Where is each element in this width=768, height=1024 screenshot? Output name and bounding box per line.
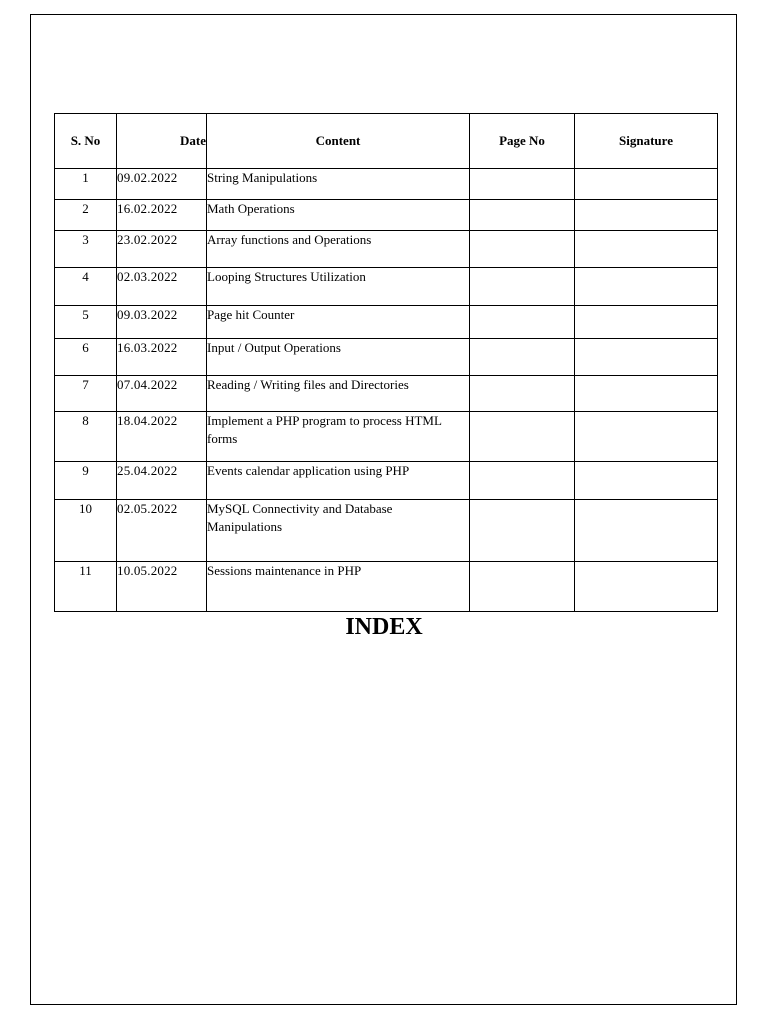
cell-signature xyxy=(575,562,718,612)
cell-date: 09.02.2022 xyxy=(117,169,207,200)
cell-sno: 6 xyxy=(55,339,117,376)
cell-date: 18.04.2022 xyxy=(117,412,207,462)
cell-content: Page hit Counter xyxy=(207,306,470,339)
cell-signature xyxy=(575,306,718,339)
cell-page-no xyxy=(470,562,575,612)
cell-sno: 3 xyxy=(55,231,117,268)
cell-page-no xyxy=(470,306,575,339)
cell-content: Reading / Writing files and Directories xyxy=(207,376,470,412)
header-signature: Signature xyxy=(575,114,718,169)
cell-signature xyxy=(575,462,718,500)
cell-content: Array functions and Operations xyxy=(207,231,470,268)
table-row xyxy=(55,500,718,562)
table-row xyxy=(55,412,718,462)
cell-signature xyxy=(575,169,718,200)
index-heading: INDEX xyxy=(345,614,423,640)
cell-sno: 7 xyxy=(55,376,117,412)
table-row xyxy=(55,376,718,412)
cell-date: 25.04.2022 xyxy=(117,462,207,500)
table-row xyxy=(55,339,718,376)
cell-content: Input / Output Operations xyxy=(207,339,470,376)
cell-signature xyxy=(575,339,718,376)
table-row xyxy=(55,462,718,500)
header-page-no: Page No xyxy=(470,114,575,169)
cell-sno: 10 xyxy=(55,500,117,562)
cell-page-no xyxy=(470,462,575,500)
cell-sno: 2 xyxy=(55,200,117,231)
cell-content: Sessions maintenance in PHP xyxy=(207,562,470,612)
cell-content: Implement a PHP program to process HTML forms xyxy=(207,412,470,462)
cell-date: 16.02.2022 xyxy=(117,200,207,231)
cell-page-no xyxy=(470,412,575,462)
cell-sno: 9 xyxy=(55,462,117,500)
cell-date: 07.04.2022 xyxy=(117,376,207,412)
cell-page-no xyxy=(470,231,575,268)
cell-date: 02.03.2022 xyxy=(117,268,207,306)
cell-sno: 8 xyxy=(55,412,117,462)
cell-date: 16.03.2022 xyxy=(117,339,207,376)
header-date: Date xyxy=(117,114,207,169)
cell-page-no xyxy=(470,169,575,200)
cell-signature xyxy=(575,231,718,268)
cell-page-no xyxy=(470,339,575,376)
cell-signature xyxy=(575,412,718,462)
cell-content: MySQL Connectivity and Database Manipulations xyxy=(207,500,470,562)
cell-date: 10.05.2022 xyxy=(117,562,207,612)
cell-signature xyxy=(575,376,718,412)
cell-signature xyxy=(575,500,718,562)
cell-content: String Manipulations xyxy=(207,169,470,200)
index-table xyxy=(54,113,718,612)
table-row xyxy=(55,200,718,231)
cell-content: Looping Structures Utilization xyxy=(207,268,470,306)
header-content: Content xyxy=(207,114,470,169)
table-row xyxy=(55,268,718,306)
cell-page-no xyxy=(470,200,575,231)
cell-signature xyxy=(575,268,718,306)
cell-page-no xyxy=(470,376,575,412)
cell-sno: 11 xyxy=(55,562,117,612)
cell-sno: 1 xyxy=(55,169,117,200)
cell-date: 09.03.2022 xyxy=(117,306,207,339)
table-row xyxy=(55,562,718,612)
cell-page-no xyxy=(470,268,575,306)
header-sno: S. No xyxy=(55,114,117,169)
cell-signature xyxy=(575,200,718,231)
cell-date: 02.05.2022 xyxy=(117,500,207,562)
table-row xyxy=(55,231,718,268)
table-header-row xyxy=(55,114,718,169)
cell-page-no xyxy=(470,500,575,562)
cell-sno: 5 xyxy=(55,306,117,339)
cell-date: 23.02.2022 xyxy=(117,231,207,268)
cell-content: Math Operations xyxy=(207,200,470,231)
cell-content: Events calendar application using PHP xyxy=(207,462,470,500)
cell-sno: 4 xyxy=(55,268,117,306)
table-row xyxy=(55,169,718,200)
table-row xyxy=(55,306,718,339)
